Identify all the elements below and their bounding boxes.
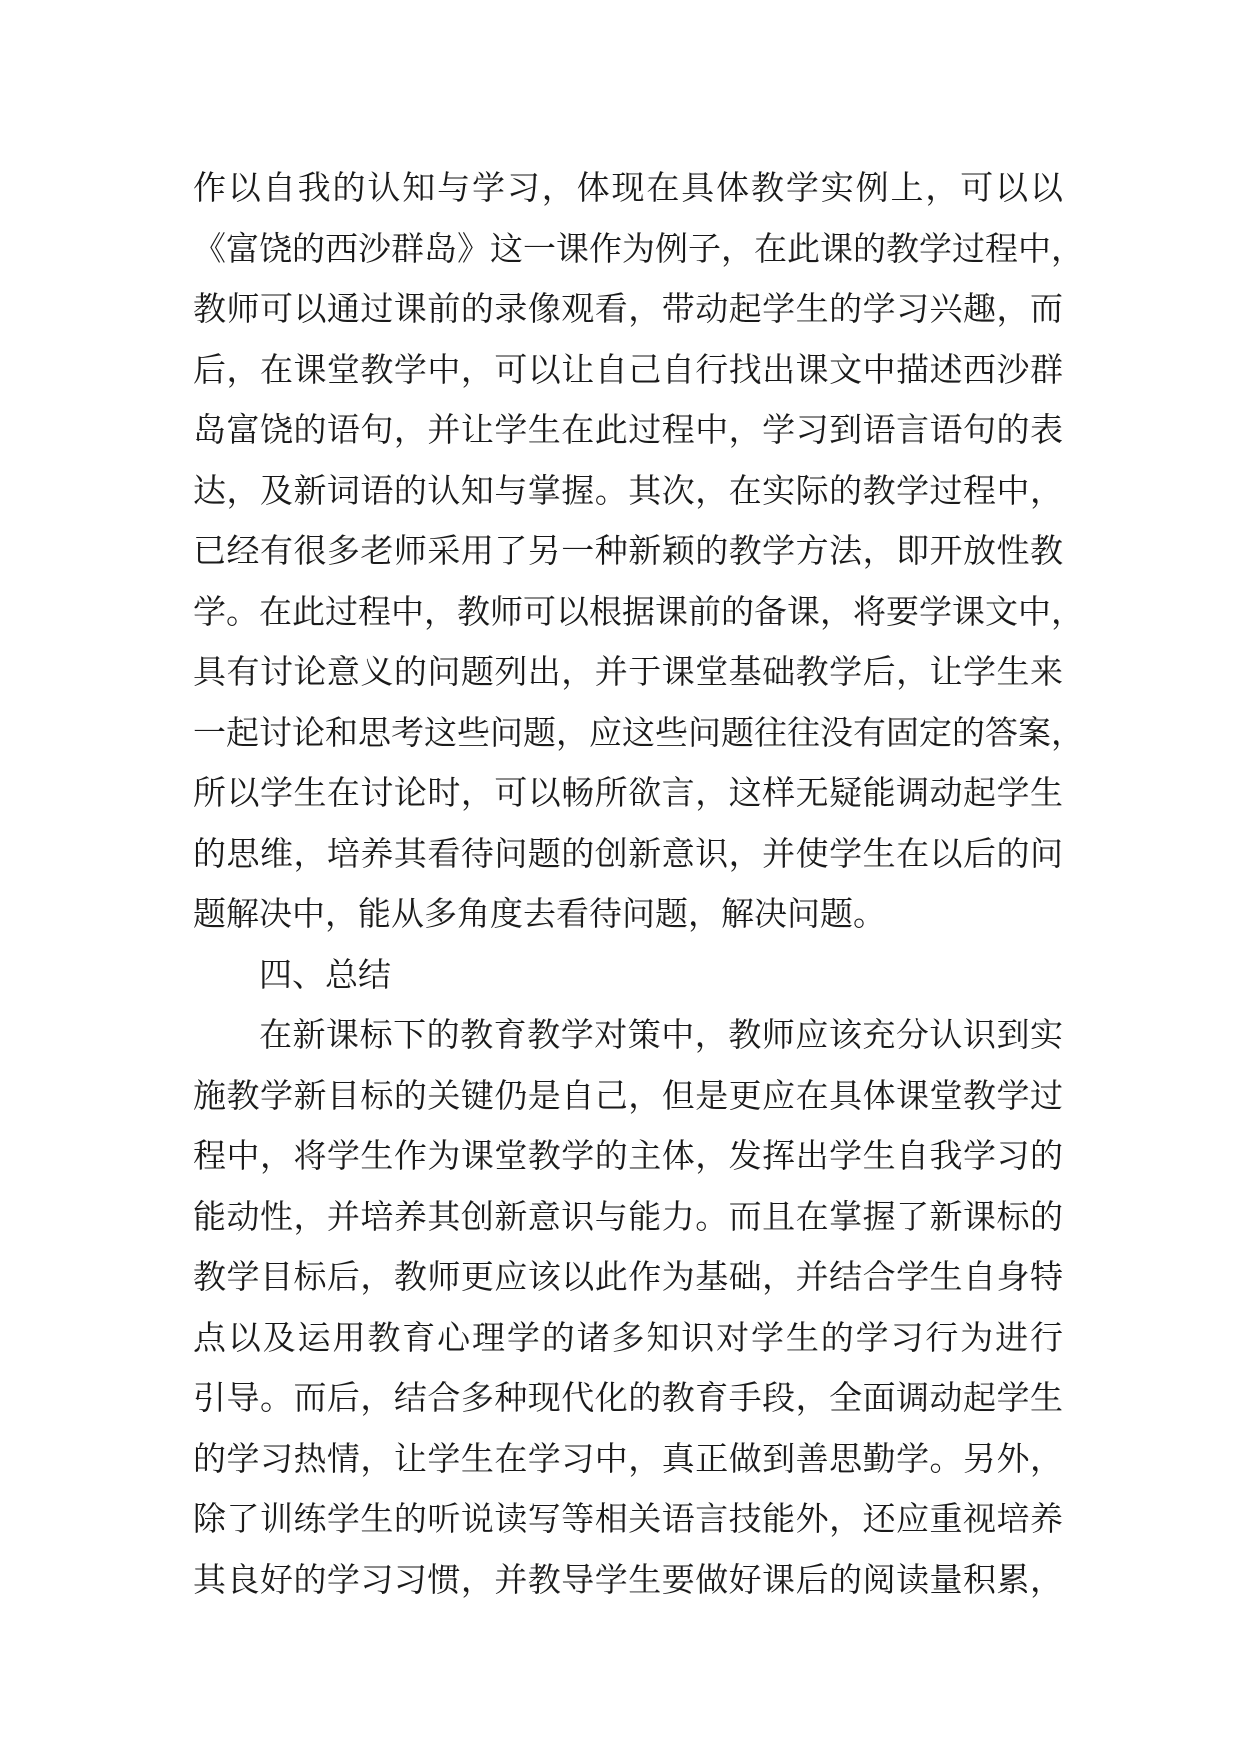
text-line: 具有讨论意义的问题列出，并于课堂基础教学后，让学生来 [193,652,1063,691]
text-line: 岛富饶的语句，并让学生在此过程中，学习到语言语句的表 [193,410,1063,449]
text-line: 施教学新目标的关键仍是自己，但是更应在具体课堂教学过 [193,1075,1063,1115]
text-line: 后，在课堂教学中，可以让自己自行找出课文中描述西沙群 [193,349,1063,389]
text-line: 题解决中，能从多角度去看待问题，解决问题。 [193,894,886,933]
text-line: 的学习热情，让学生在学习中，真正做到善思勤学。另外， [193,1438,1063,1478]
document-body [193,158,1084,1610]
text-line: 达，及新词语的认知与掌握。其次，在实际的教学过程中， [193,470,1063,510]
text-line: 程中，将学生作为课堂教学的主体，发挥出学生自我学习的 [193,1136,1063,1175]
text-line: 引导。而后，结合多种现代化的教育手段，全面调动起学生 [193,1378,1063,1417]
text-line: 能动性，并培养其创新意识与能力。而且在掌握了新课标的 [193,1196,1063,1236]
text-line: 其良好的学习习惯，并教导学生要做好课后的阅读量积累， [193,1559,1063,1599]
text-line: 在新课标下的教育教学对策中，教师应该充分认识到实 [259,1015,1063,1054]
text-line: 《富饶的西沙群岛》这一课作为例子，在此课的教学过程中， [193,228,1084,268]
text-line: 学。在此过程中，教师可以根据课前的备课，将要学课文中， [193,591,1084,631]
text-line: 教学目标后，教师更应该以此作为基础，并结合学生自身特 [193,1257,1063,1296]
paragraph-teaching-example [193,158,1084,945]
text-line: 除了训练学生的听说读写等相关语言技能外，还应重视培养 [193,1499,1063,1538]
text-line: 一起讨论和思考这些问题，应这些问题往往没有固定的答案， [193,712,1084,752]
text-line: 所以学生在讨论时，可以畅所欲言，这样无疑能调动起学生 [193,773,1063,812]
paragraph-summary [193,1005,1063,1610]
text-line: 点以及运用教育心理学的诸多知识对学生的学习行为进行 [193,1317,1063,1357]
text-line: 作以自我的认知与学习，体现在具体教学实例上，可以以 [193,168,1063,207]
text-line: 已经有很多老师采用了另一种新颖的教学方法，即开放性教 [193,531,1063,570]
text-line: 教师可以通过课前的录像观看，带动起学生的学习兴趣，而 [193,289,1063,328]
text-line: 的思维，培养其看待问题的创新意识，并使学生在以后的问 [193,833,1063,873]
section-heading: 四、总结 [259,954,391,994]
